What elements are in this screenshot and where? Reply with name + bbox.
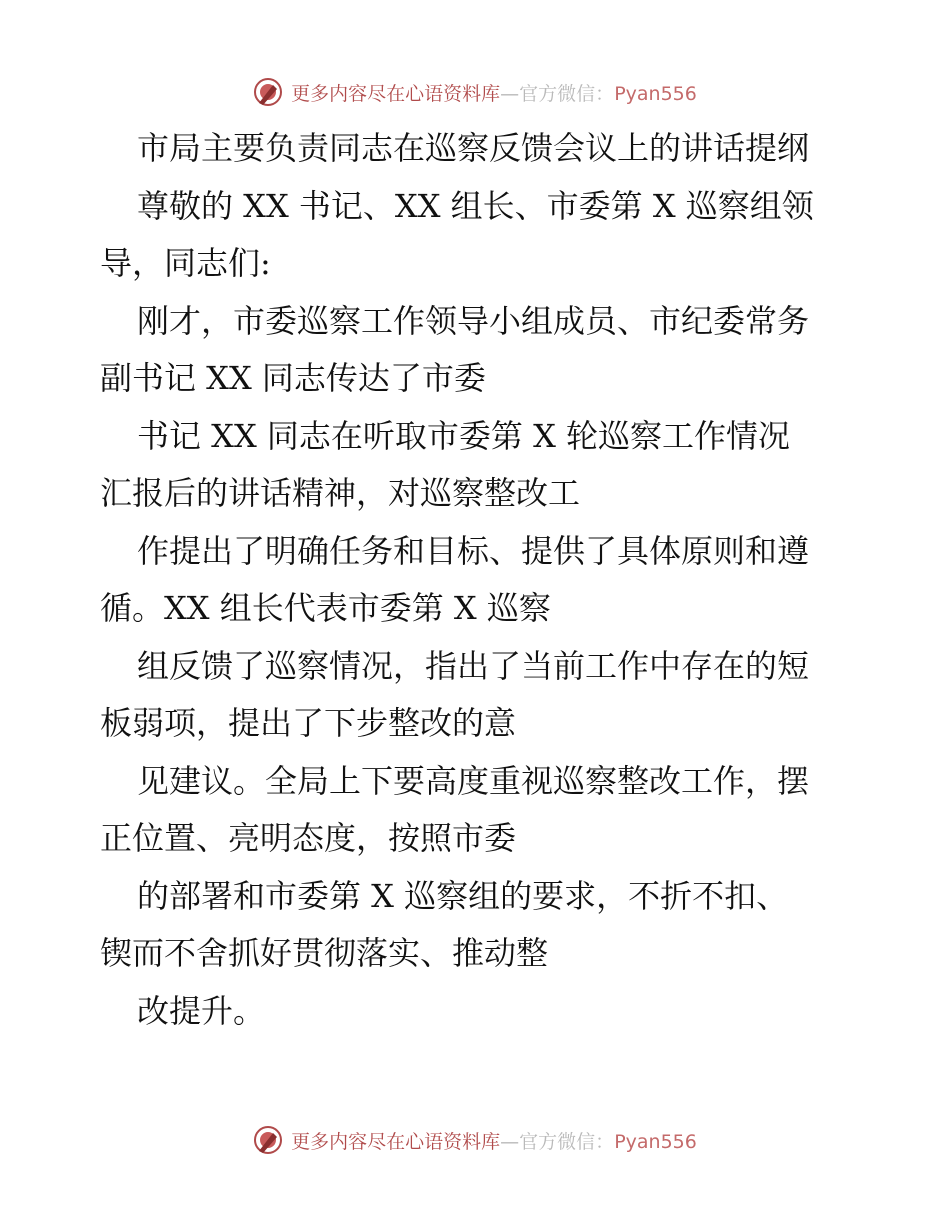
text-line: 改提升。 — [137, 991, 266, 1030]
pen-logo-icon — [253, 1125, 283, 1155]
footer-brand-text: 更多内容尽在心语资料库 — [291, 1130, 501, 1153]
text-line: 导，同志们: — [100, 244, 271, 282]
header-wechat-id: Pyan556 — [614, 82, 697, 105]
text-line: 正位置、亮明态度，按照市委 — [100, 819, 517, 857]
header-brand-text: 更多内容尽在心语资料库 — [291, 82, 501, 105]
text-line: 尊敬的 XX 书记、XX 组长、市委第 X 巡察组领 — [137, 186, 814, 225]
footer-wechat-label: —官方微信： — [500, 1130, 615, 1153]
document-body — [100, 120, 860, 1040]
text-line: 板弱项，提出了下步整改的意 — [100, 704, 517, 742]
text-line: 的部署和市委第 X 巡察组的要求，不折不扣、 — [137, 876, 789, 915]
text-line: 作提出了明确任务和目标、提供了具体原则和遵 — [137, 531, 810, 570]
footer-banner — [0, 1120, 950, 1160]
text-line: 见建议。全局上下要高度重视巡察整改工作，摆 — [137, 761, 810, 800]
text-line: 刚才，市委巡察工作领导小组成员、市纪委常务 — [137, 301, 810, 340]
footer-banner-text — [291, 1127, 697, 1154]
header-banner-text — [291, 79, 697, 106]
pen-logo-icon — [253, 77, 283, 107]
text-line: 组反馈了巡察情况，指出了当前工作中存在的短 — [137, 646, 810, 685]
footer-wechat-id: Pyan556 — [614, 1130, 697, 1153]
text-line: 书记 XX 同志在听取市委第 X 轮巡察工作情况 — [137, 416, 791, 455]
document-title: 市局主要负责同志在巡察反馈会议上的讲话提纲 — [137, 129, 810, 167]
text-line: 循。XX 组长代表市委第 X 巡察 — [100, 589, 551, 627]
text-line: 锲而不舍抓好贯彻落实、推动整 — [100, 934, 549, 972]
header-banner — [0, 72, 950, 112]
text-line: 汇报后的讲话精神，对巡察整改工 — [100, 474, 581, 512]
header-wechat-label: —官方微信： — [500, 82, 615, 105]
text-line: 副书记 XX 同志传达了市委 — [100, 359, 486, 397]
